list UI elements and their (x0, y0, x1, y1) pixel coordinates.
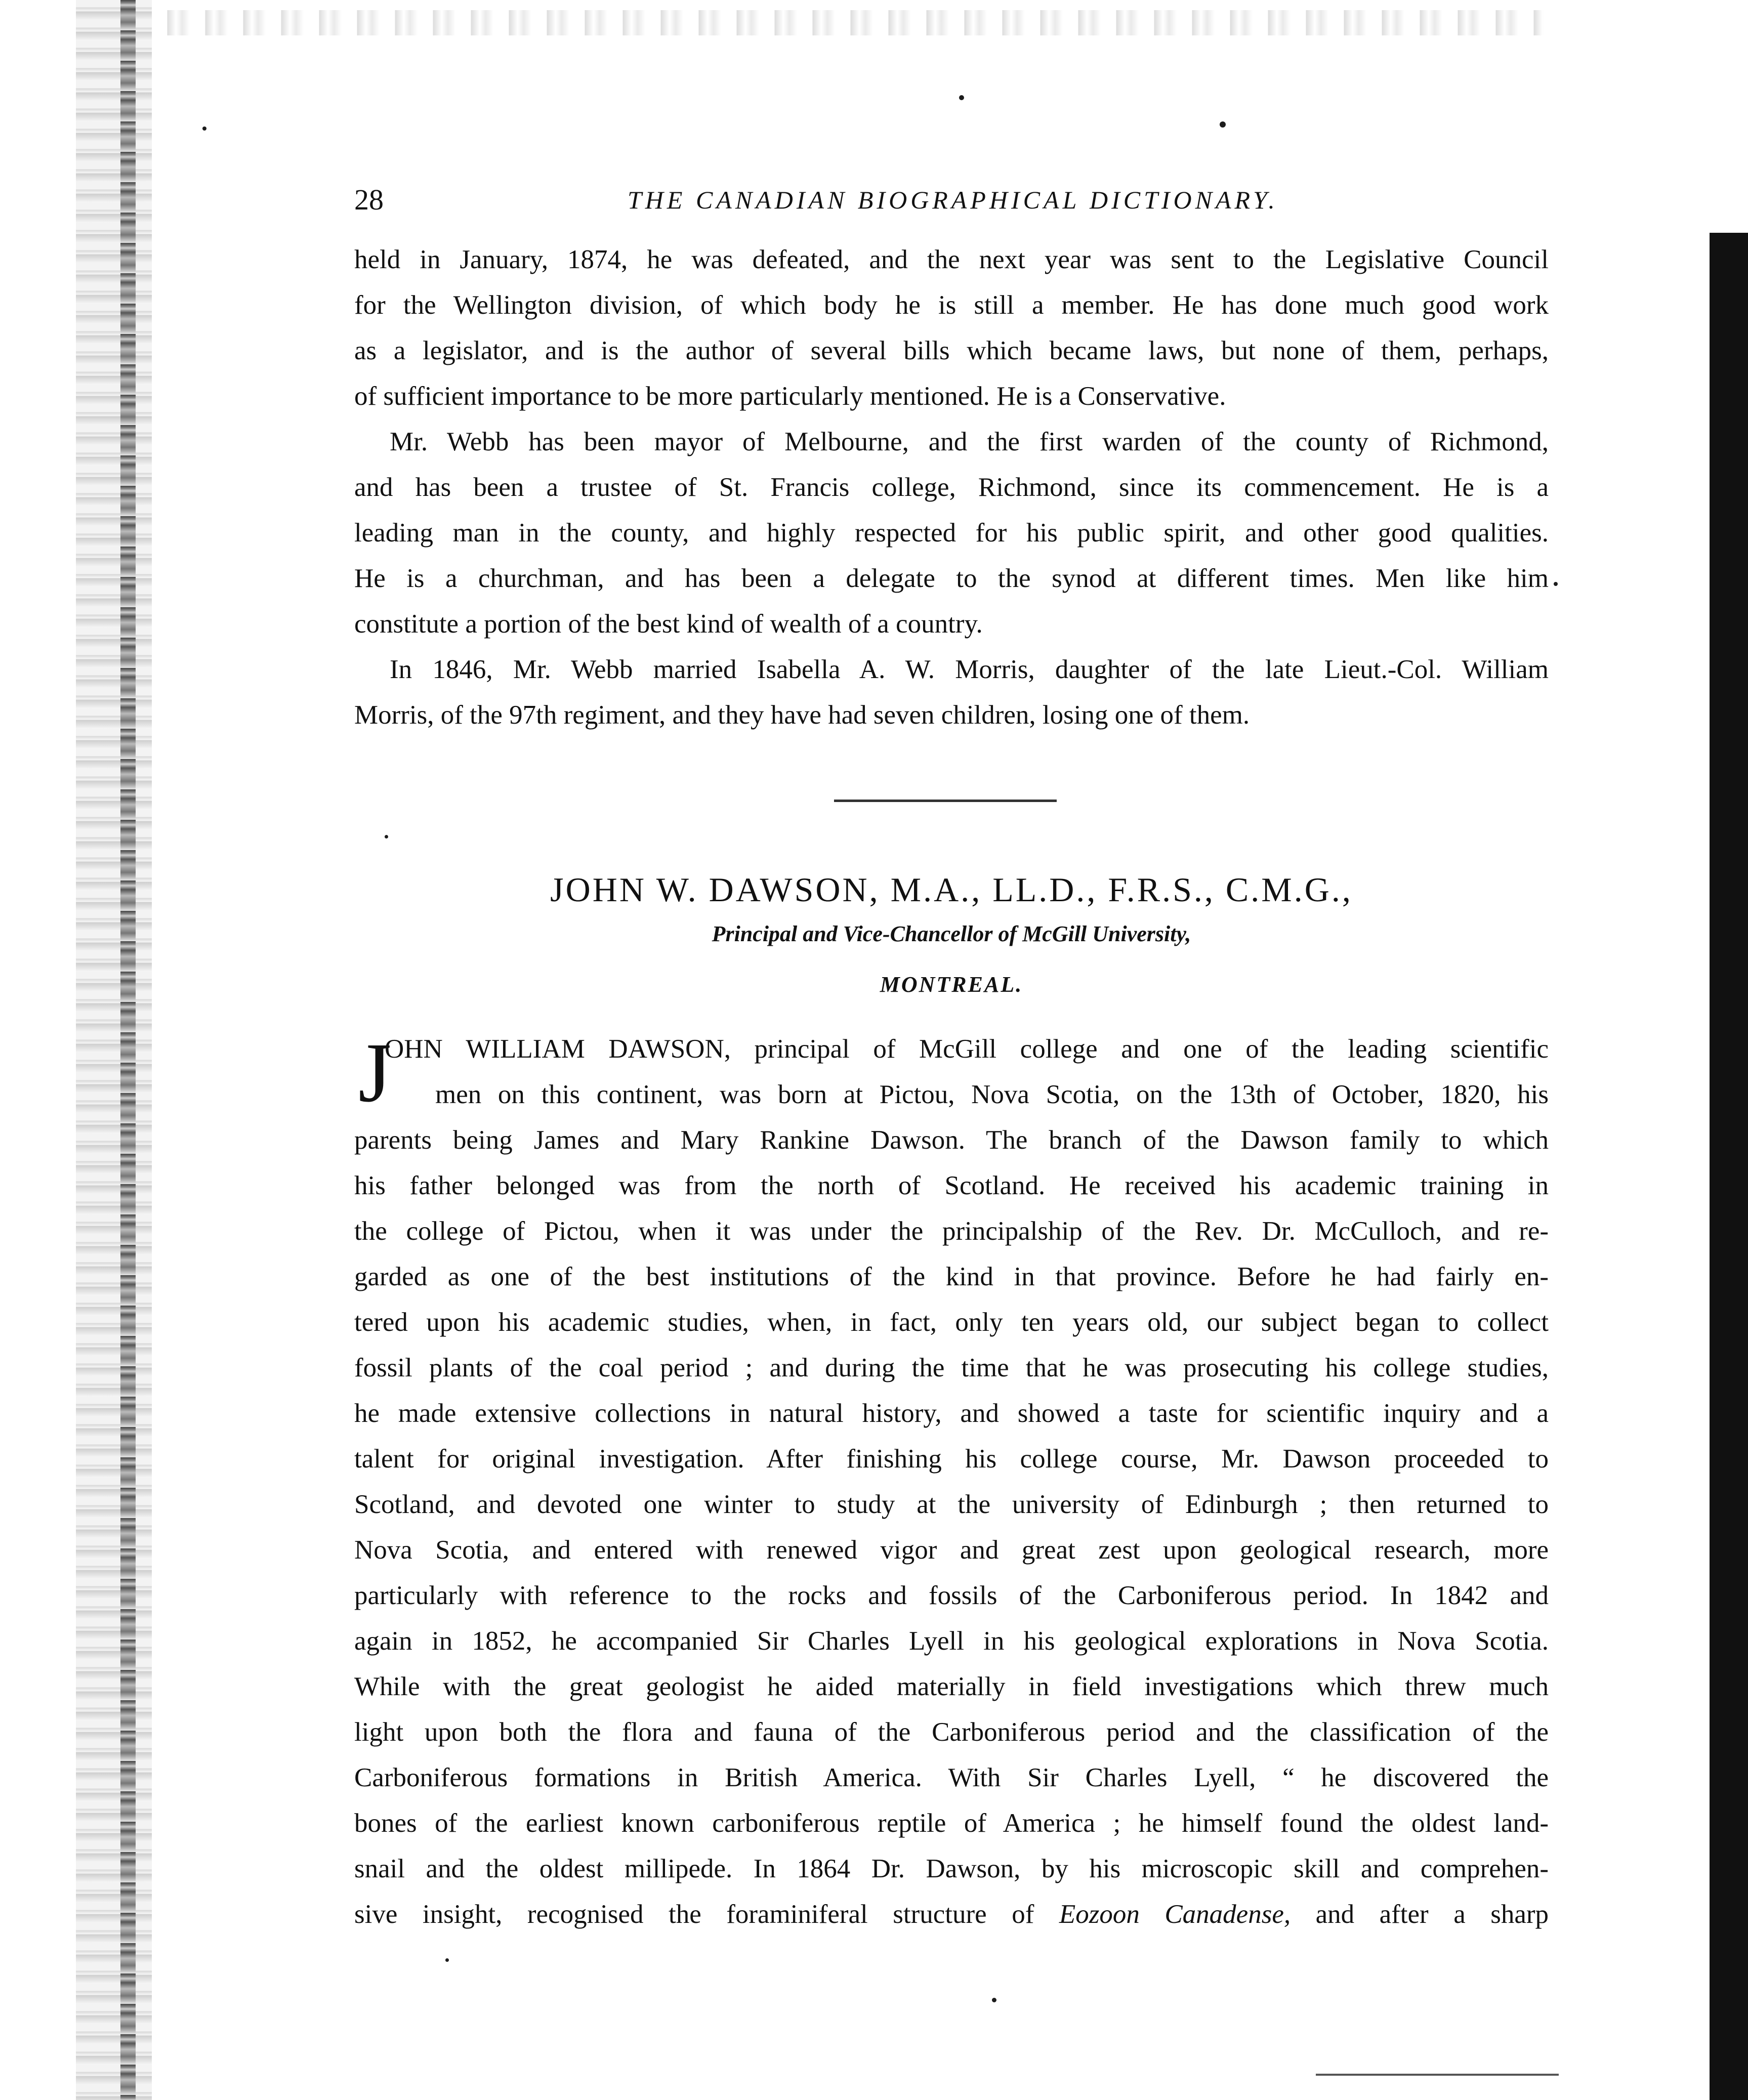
text-line: of sufficient importance to be more particularly mentioned. He is a Conservative. (354, 382, 1226, 411)
text-line: constitute a portion of the best kind of wealth of a country. (354, 609, 983, 639)
text-line: talent for original investigation. After finishing his college course, Mr. Dawson proceeded to (354, 1444, 1549, 1474)
text-line (354, 1892, 1549, 1937)
text-line: as a legislator, and is the author of several bills which became laws, but none of them, perhaps, (354, 336, 1549, 365)
text-line: garded as one of the best institutions of the kind in that province. Before he had fairly en- (354, 1262, 1549, 1291)
text-line: leading man in the county, and highly respected for his public spirit, and other good qualities. (354, 518, 1549, 548)
text-line: men on this continent, was born at Pictou, Nova Scotia, on the 13th of October, 1820, his (435, 1080, 1549, 1109)
page-header (354, 177, 1296, 228)
text-line: fossil plants of the coal period ; and during the time that he was prosecuting his college studies, (354, 1353, 1549, 1382)
text-line: parents being James and Mary Rankine Dawson. The branch of the Dawson family to which (354, 1125, 1549, 1155)
text-line: tered upon his academic studies, when, in fact, only ten years old, our subject began to collect (354, 1308, 1549, 1337)
text-line: bones of the earliest known carboniferous reptile of America ; he himself found the oldest land- (354, 1809, 1549, 1838)
text-line: his father belonged was from the north of Scotland. He received his academic training in (354, 1171, 1549, 1200)
text-line: Carboniferous formations in British America. With Sir Charles Lyell, “ he discovered the (354, 1763, 1549, 1792)
paragraph (354, 237, 1549, 419)
text-segment: and after a sharp (1291, 1900, 1549, 1929)
drop-cap: J (358, 1026, 392, 1120)
scan-speck (992, 1998, 996, 2002)
text-line: snail and the oldest millipede. In 1864 Dr. Dawson, by his microscopic skill and comprehen- (354, 1854, 1549, 1883)
text-line: for the Wellington division, of which body he is still a member. He has done much good work (354, 290, 1549, 320)
running-title: THE CANADIAN BIOGRAPHICAL DICTIONARY. (628, 186, 1278, 214)
text-line: and has been a trustee of St. Francis college, Richmond, since its commencement. He is a (354, 473, 1549, 502)
text-line: the college of Pictou, when it was under the principalship of the Rev. Dr. McCulloch, and re- (354, 1216, 1549, 1246)
text-line: particularly with reference to the rocks and fossils of the Carboniferous period. In 1842 and (354, 1581, 1549, 1610)
entry-heading: JOHN W. DAWSON, M.A., LL.D., F.R.S., C.M.G., (550, 870, 1353, 909)
text-line: Scotland, and devoted one winter to study at the university of Edinburgh ; then returned to (354, 1490, 1549, 1519)
text-line: again in 1852, he accompanied Sir Charles Lyell in his geological explorations in Nova Scotia. (354, 1626, 1549, 1656)
text-line: Nova Scotia, and entered with renewed vigor and great zest upon geological research, more (354, 1535, 1549, 1565)
scan-speck (1220, 121, 1226, 128)
text-line: While with the great geologist he aided materially in field investigations which threw much (354, 1672, 1549, 1701)
scan-speck (385, 835, 388, 838)
text-line: OHN WILLIAM DAWSON, principal of McGill college and one of the leading scientific (385, 1034, 1549, 1064)
section-divider (834, 800, 1057, 802)
scan-speck (445, 1958, 449, 1962)
entry-body (354, 1026, 1549, 1937)
scan-speck (959, 95, 964, 100)
page-number: 28 (354, 183, 384, 216)
species-name: Eozoon Canadense, (1059, 1900, 1291, 1929)
entry-subtitle: Principal and Vice-Chancellor of McGill University, (712, 921, 1191, 946)
text-line: Morris, of the 97th regiment, and they have had seven children, losing one of them. (354, 700, 1250, 730)
text-line: light upon both the flora and fauna of the Carboniferous period and the classification of the (354, 1717, 1549, 1747)
paragraph (354, 647, 1549, 738)
text-segment: sive insight, recognised the foraminiferal structure of (354, 1900, 1059, 1929)
scan-speck (1554, 582, 1558, 586)
scan-speck (202, 127, 206, 131)
text-line: In 1846, Mr. Webb married Isabella A. W. Morris, daughter of the late Lieut.-Col. William (390, 655, 1549, 684)
text-line: He is a churchman, and has been a delegate to the synod at different times. Men like him (354, 564, 1549, 593)
text-line: held in January, 1874, he was defeated, and the next year was sent to the Legislative Council (354, 245, 1549, 274)
text-line: Mr. Webb has been mayor of Melbourne, and the first warden of the county of Richmond, (390, 427, 1549, 456)
entry-location: MONTREAL. (880, 972, 1023, 997)
scan-line (1316, 2074, 1559, 2076)
text-line: he made extensive collections in natural history, and showed a taste for scientific inquiry and a (354, 1399, 1549, 1428)
paragraph (354, 419, 1549, 647)
